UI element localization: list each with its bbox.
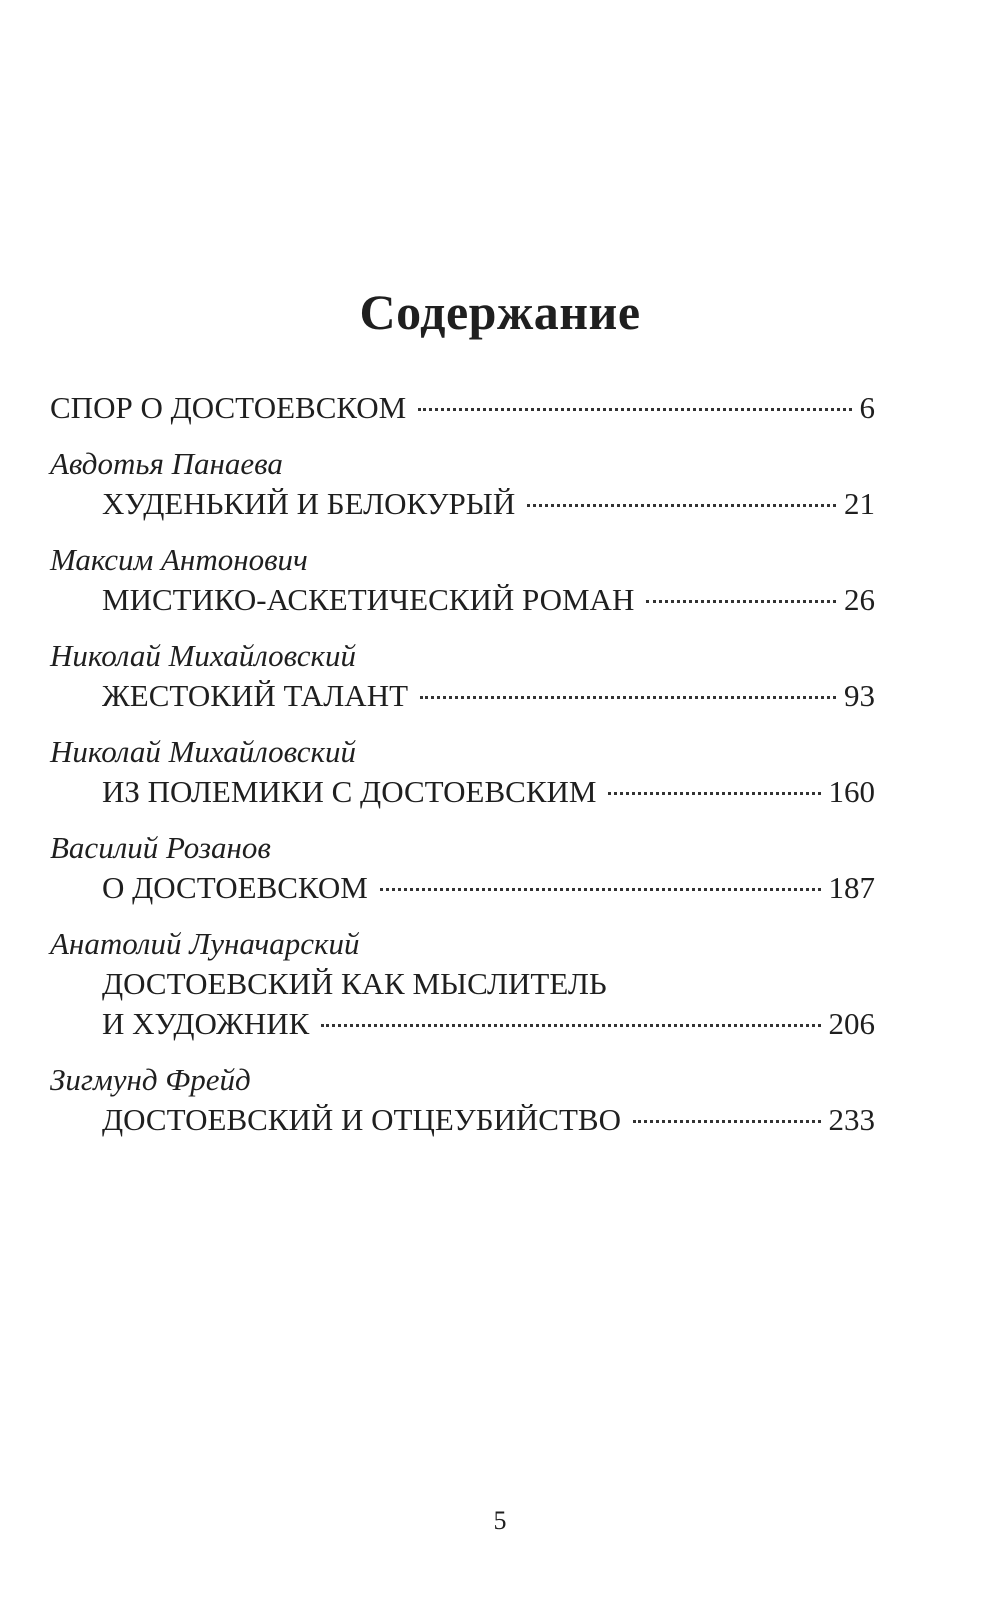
toc-line xyxy=(50,580,875,620)
toc-page-number: 93 xyxy=(844,678,875,713)
toc-page-number: 233 xyxy=(828,1102,875,1137)
toc-author: Николай Михайловский xyxy=(50,734,356,769)
toc-entry-2 xyxy=(50,444,875,524)
toc-line xyxy=(50,388,875,428)
toc-entry-title: ДОСТОЕВСКИЙ И ОТЦЕУБИЙСТВО xyxy=(102,1102,621,1137)
toc-entry-3 xyxy=(50,540,875,620)
toc-line xyxy=(50,868,875,908)
toc-line xyxy=(50,1100,875,1140)
dot-leader xyxy=(527,504,836,507)
toc-author: Авдотья Панаева xyxy=(50,446,283,481)
toc-entry-4 xyxy=(50,636,875,716)
toc-entry-5 xyxy=(50,732,875,812)
contents-title: Содержание xyxy=(359,284,641,340)
dot-leader xyxy=(420,696,836,699)
table-of-contents xyxy=(50,388,875,1156)
toc-page-number: 26 xyxy=(844,582,875,617)
toc-author: Максим Антонович xyxy=(50,542,308,577)
dot-leader xyxy=(608,792,820,795)
toc-line xyxy=(50,964,875,1004)
toc-entry-title: ИЗ ПОЛЕМИКИ С ДОСТОЕВСКИМ xyxy=(102,774,597,809)
toc-page-number: 6 xyxy=(859,390,875,425)
dot-leader xyxy=(418,408,851,411)
toc-page-number: 21 xyxy=(844,486,875,521)
toc-line xyxy=(50,484,875,524)
toc-author: Анатолий Луначарский xyxy=(50,926,360,961)
toc-author: Василий Розанов xyxy=(50,830,271,865)
toc-entry-title-line: ДОСТОЕВСКИЙ КАК МЫСЛИТЕЛЬ xyxy=(102,966,607,1001)
dot-leader xyxy=(321,1024,820,1027)
toc-entry-title: ЖЕСТОКИЙ ТАЛАНТ xyxy=(102,678,409,713)
toc-page-number: 187 xyxy=(828,870,875,905)
toc-entry-title: СПОР О ДОСТОЕВСКОМ xyxy=(50,390,407,425)
toc-page-number: 160 xyxy=(828,774,875,809)
toc-line xyxy=(50,676,875,716)
toc-entry-8 xyxy=(50,1060,875,1140)
toc-entry-7 xyxy=(50,924,875,1044)
toc-author: Зигмунд Фрейд xyxy=(50,1062,251,1097)
toc-entry-title: О ДОСТОЕВСКОМ xyxy=(102,870,368,905)
toc-entry-1 xyxy=(50,388,875,428)
toc-entry-6 xyxy=(50,828,875,908)
dot-leader xyxy=(646,600,836,603)
page-number: 5 xyxy=(493,1506,507,1535)
toc-line xyxy=(50,772,875,812)
toc-author: Николай Михайловский xyxy=(50,638,356,673)
toc-entry-title: МИСТИКО-АСКЕТИЧЕСКИЙ РОМАН xyxy=(102,582,635,617)
toc-line xyxy=(50,1004,875,1044)
toc-entry-title: ХУДЕНЬКИЙ И БЕЛОКУРЫЙ xyxy=(102,486,516,521)
toc-entry-title: И ХУДОЖНИК xyxy=(102,1006,310,1041)
dot-leader xyxy=(633,1120,821,1123)
dot-leader xyxy=(380,888,821,891)
toc-page-number: 206 xyxy=(828,1006,875,1041)
